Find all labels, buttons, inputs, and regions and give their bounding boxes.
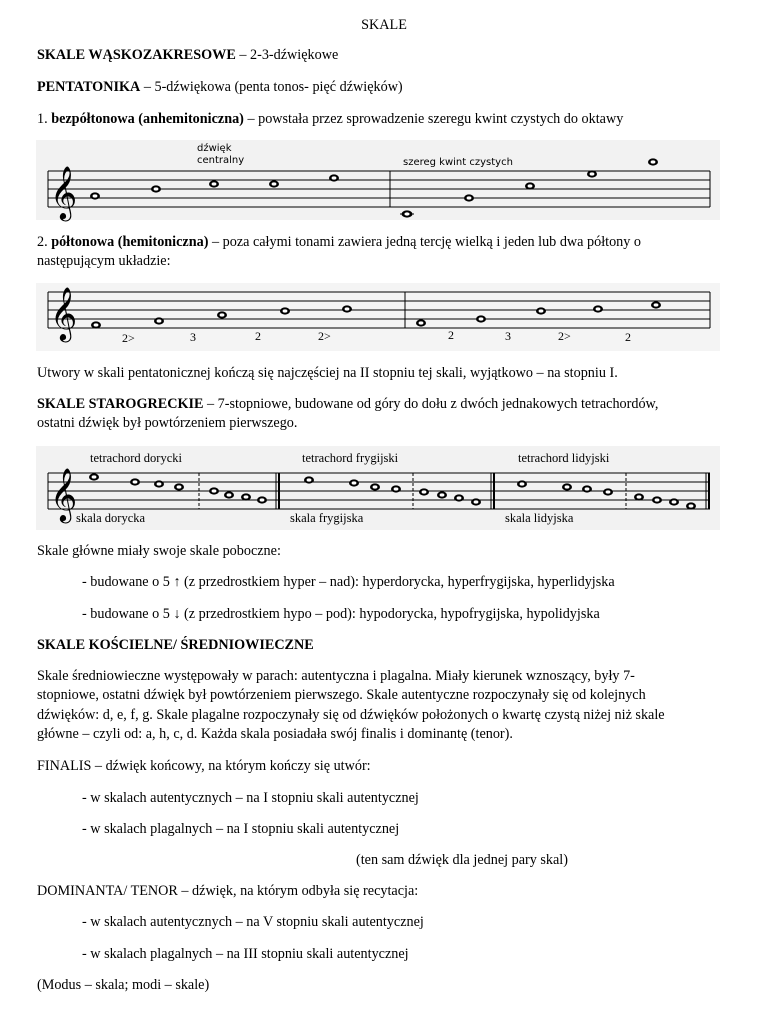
treble-clef-icon: 𝄞 [50, 286, 78, 340]
interval-label: 2 [448, 328, 454, 342]
greek-scales-line [37, 396, 658, 413]
treble-clef-icon: 𝄞 [50, 165, 78, 219]
finalis-authentic: - w skalach autentycznych – na I stopniu skali autentycznej [82, 790, 419, 806]
narrow-scales-heading: SKALE WĄSKOZAKRESOWE [37, 47, 236, 63]
narrow-scales-line [37, 47, 338, 64]
pentatonic-text: – 5-dźwiękowa (penta tonos- pięć dźwięków) [140, 79, 403, 95]
scale-label: skala lidyjska [505, 511, 574, 525]
side-scales-hypo: - budowane o 5 ↓ (z przedrostkiem hypo – pod): hypodorycka, hypofrygijska, hypolidyjska [82, 606, 600, 622]
dominanta-definition: DOMINANTA/ TENOR – dźwięk, na którym odbyła się recytacja: [37, 883, 419, 899]
hemitonic-line-2: następującym układzie: [37, 253, 171, 269]
church-paragraph-line-1: Skale średniowieczne występowały w parach: autentyczna i plagalna. Miały kierunek wznoszący, były 7- [37, 668, 635, 684]
finalis-plagal: - w skalach plagalnych – na I stopniu skali autentycznej [82, 821, 400, 837]
scale-label: skala frygijska [290, 511, 364, 525]
interval-label: 3 [190, 330, 196, 344]
page-title: SKALE [361, 17, 407, 33]
pentatonic-ending-text: Utwory w skali pentatonicznej kończą się najczęściej na II stopniu tej skali, wyjątkowo – na stopniu I. [37, 365, 618, 381]
interval-label: 3 [505, 329, 511, 343]
treble-clef-icon: 𝄞 [50, 467, 78, 521]
tetrachord-label: tetrachord dorycki [90, 451, 182, 465]
dominanta-authentic: - w skalach autentycznych – na V stopniu skali autentycznej [82, 914, 424, 930]
tetrachord-label: tetrachord frygijski [302, 451, 399, 465]
anhemitonic-line [37, 111, 623, 128]
modus-note: (Modus – skala; modi – skale) [37, 977, 210, 993]
pentatonic-line [37, 79, 403, 96]
hemitonic-heading: półtonowa (hemitoniczna) [51, 234, 209, 250]
label-central-line-2: centralny [197, 155, 245, 166]
narrow-scales-text: – 2-3-dźwiękowe [235, 47, 339, 63]
interval-label: 2 [625, 330, 631, 344]
scale-label: skala dorycka [76, 511, 146, 525]
staff-hemitonic [36, 283, 720, 351]
church-paragraph-line-2: stopniowe, ostatni dźwięk był powtórzeniem pierwszego. Skale autentyczne rozpoczynały się od kolejnych [37, 687, 646, 703]
staff-greek-scales [36, 446, 720, 530]
finalis-definition: FINALIS – dźwięk końcowy, na którym kończy się utwór: [37, 758, 371, 774]
anhemitonic-text: – powstała przez sprowadzenie szeregu kwint czystych do oktawy [243, 111, 624, 127]
interval-label: 2 [255, 329, 261, 343]
staff-anhemitonic [36, 140, 720, 220]
greek-scales-line-2: ostatni dźwięk był powtórzeniem pierwszego. [37, 415, 298, 431]
item-number-1: 1. [37, 111, 52, 127]
interval-label: 2> [318, 329, 331, 343]
greek-scales-heading: SKALE STAROGRECKIE [37, 396, 204, 412]
anhemitonic-heading: bezpółtonowa (anhemitoniczna) [51, 111, 244, 127]
item-number-2: 2. [37, 234, 52, 250]
label-central-line-1: dźwięk [197, 143, 232, 154]
side-scales-intro: Skale główne miały swoje skale poboczne: [37, 543, 281, 559]
dominanta-plagal: - w skalach plagalnych – na III stopniu skali autentycznej [82, 946, 409, 962]
pentatonic-heading: PENTATONIKA [37, 79, 141, 95]
church-scales-heading-text: SKALE KOŚCIELNE/ ŚREDNIOWIECZNE [37, 637, 314, 653]
greek-scales-text: – 7-stopniowe, budowane od góry do dołu z dwóch jednakowych tetrachordów, [203, 396, 659, 412]
church-scales-heading [37, 637, 314, 654]
label-fifths-series: szereg kwint czystych [403, 157, 513, 168]
interval-label: 2> [558, 329, 571, 343]
hemitonic-text: – poza całymi tonami zawiera jedną tercję wielką i jeden lub dwa półtony o [208, 234, 641, 250]
hemitonic-line [37, 234, 641, 251]
church-paragraph-line-4: główne – czyli od: a, h, c, d. Każda skala posiadała swój finalis i dominantę (tenor). [37, 726, 513, 742]
church-paragraph-line-3: dźwięków: d, e, f, g. Skale plagalne rozpoczynały się od dźwięków położonych o kwartę czystą niżej niż skale [37, 707, 665, 723]
interval-label: 2> [122, 331, 135, 345]
finalis-note: (ten sam dźwięk dla jednej pary skal) [356, 852, 568, 868]
tetrachord-label: tetrachord lidyjski [518, 451, 610, 465]
side-scales-hyper: - budowane o 5 ↑ (z przedrostkiem hyper – nad): hyperdorycka, hyperfrygijska, hyperlidyjska [82, 574, 615, 590]
